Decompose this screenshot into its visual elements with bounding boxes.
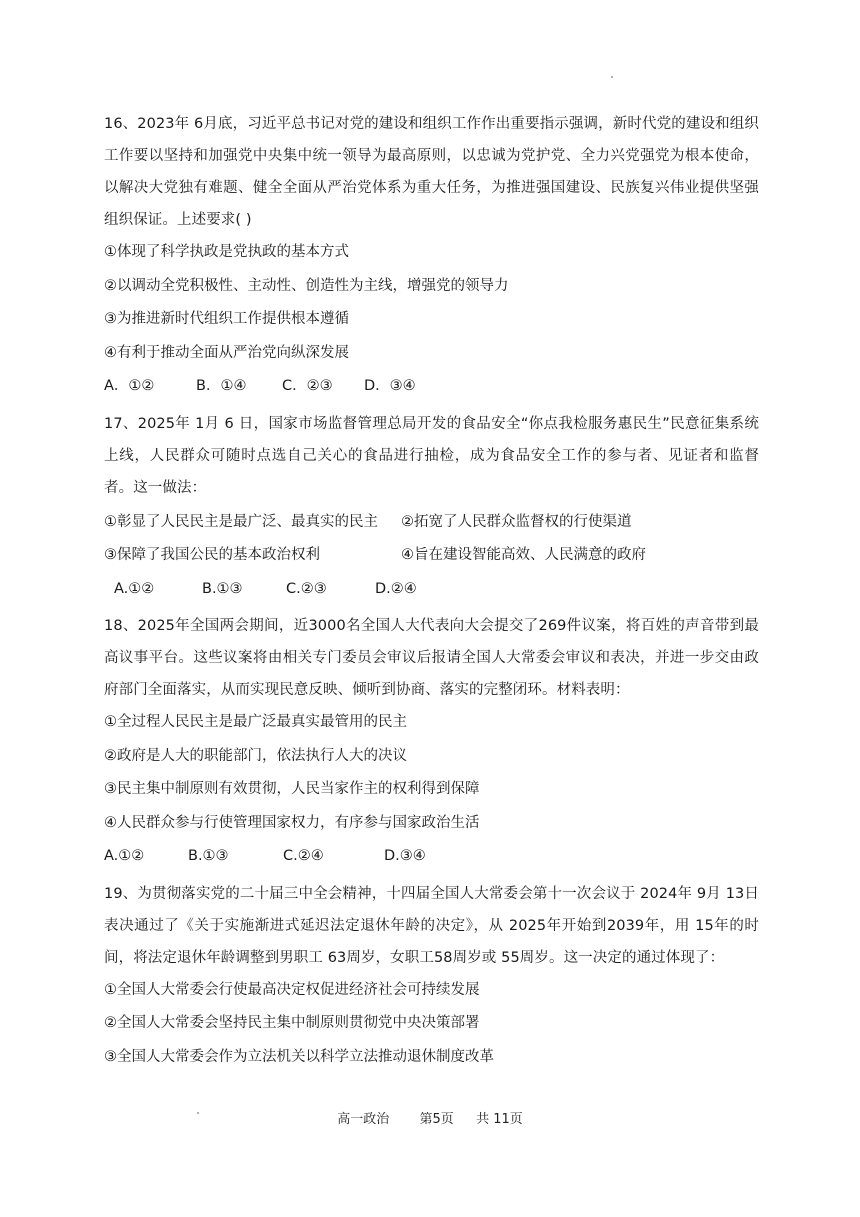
statement: ②全国人大常委会坚持民主集中制原则贯彻党中央决策部署 bbox=[104, 1015, 480, 1031]
statement: ①彰显了人民民主是最广泛、最真实的民主 bbox=[104, 513, 378, 530]
footer-total-pages: 共 11页 bbox=[476, 1112, 523, 1127]
choice-a[interactable]: A.①② bbox=[104, 848, 145, 864]
question-19 bbox=[104, 878, 759, 1075]
statement-pair bbox=[104, 539, 759, 573]
statement: ①体现了科学执政是党执政的基本方式 bbox=[104, 244, 349, 260]
choice-d[interactable]: D.②④ bbox=[375, 580, 417, 597]
question-18 bbox=[104, 610, 759, 874]
question-stem: 19、为贯彻落实党的二十届三中全会精神，十四届全国人大常委会第十一次会议于 2024年 9月 13日表决通过了《关于实施渐进式延迟法定退休年龄的决定》，从 2025年开始到2039年，用 15年的时间，将法定退休年龄调整到男职工 63周岁，女职工58周岁或 55周岁。这一决定的通过体现了： bbox=[104, 885, 759, 966]
choice-b[interactable]: B.①③ bbox=[188, 848, 229, 864]
statement: ②以调动全党积极性、主动性、创造性为主线，增强党的领导力 bbox=[104, 277, 509, 294]
choice-b[interactable]: B.①③ bbox=[202, 580, 243, 597]
question-stem: 18、2025年全国两会期间，近3000名全国人大代表向大会提交了269件议案，将百姓的声音带到最高议事平台。这些议案将由相关专门委员会审议后报请全国人大常委会审议和表决，并进一步交由政府部门全面落实，从而实现民意反映、倾听到协商、落实的完整闭环。材料表明： bbox=[104, 618, 759, 698]
statement: ②拓宽了人民群众监督权的行使渠道 bbox=[401, 513, 632, 530]
choice-c[interactable]: C.②③ bbox=[286, 580, 327, 597]
statement: ③全国人大常委会作为立法机关以科学立法推动退休制度改革 bbox=[104, 1048, 494, 1065]
footer-subject: 高一政治 bbox=[337, 1112, 390, 1127]
choice-a[interactable]: A．①② bbox=[104, 378, 155, 394]
statement: ③保障了我国公民的基本政治权利 bbox=[104, 547, 320, 563]
statement: ①全国人大常委会行使最高决定权促进经济社会可持续发展 bbox=[104, 981, 480, 998]
statement: ④有利于推动全面从严治党向纵深发展 bbox=[104, 344, 349, 361]
question-stem: 16、2023年 6月底，习近平总书记对党的建设和组织工作作出重要指示强调，新时代党的建设和组织工作要以坚持和加强党中央集中统一领导为最高原则，以忠诚为党护党、全力兴党强党为根本使命，以解决大党独有难题、健全全面从严治党体系为重大任务，为推进强国建设、民族复兴伟业提供坚强组织保证。上述要求( ) bbox=[104, 116, 759, 228]
question-17 bbox=[104, 408, 759, 607]
answer-choices bbox=[104, 370, 759, 404]
question-stem: 17、2025年 1月 6 日，国家市场监督管理总局开发的食品安全“你点我检服务惠民生”民意征集系统上线，人民群众可随时点选自己关心的食品进行抽检，成为食品安全工作的参与者、见证者和监督者。这一做法： bbox=[104, 415, 759, 496]
statement: ④旨在建设智能高效、人民满意的政府 bbox=[401, 547, 646, 563]
scan-dot-top bbox=[611, 76, 613, 78]
statement: ②政府是人大的职能部门，依法执行人大的决议 bbox=[104, 747, 407, 764]
choice-c[interactable]: C．②③ bbox=[282, 378, 333, 394]
page-footer bbox=[0, 1108, 860, 1127]
question-list bbox=[104, 108, 759, 1074]
answer-choices bbox=[104, 573, 759, 607]
statement-pair bbox=[104, 506, 759, 540]
statement: ④人民群众参与行使管理国家权力，有序参与国家政治生活 bbox=[104, 814, 480, 831]
footer-page-number: 第5页 bbox=[419, 1112, 454, 1127]
choice-d[interactable]: D.③④ bbox=[384, 848, 426, 864]
statement: ③民主集中制原则有效贯彻，人民当家作主的权利得到保障 bbox=[104, 781, 480, 797]
question-16 bbox=[104, 108, 759, 404]
statement: ③为推进新时代组织工作提供根本遵循 bbox=[104, 311, 349, 327]
answer-choices bbox=[104, 840, 759, 874]
choice-a[interactable]: A.①② bbox=[114, 580, 155, 597]
statement: ①全过程人民民主是最广泛最真实最管用的民主 bbox=[104, 714, 407, 730]
choice-c[interactable]: C.②④ bbox=[283, 848, 324, 864]
choice-d[interactable]: D．③④ bbox=[364, 378, 416, 394]
choice-b[interactable]: B．①④ bbox=[196, 378, 247, 394]
